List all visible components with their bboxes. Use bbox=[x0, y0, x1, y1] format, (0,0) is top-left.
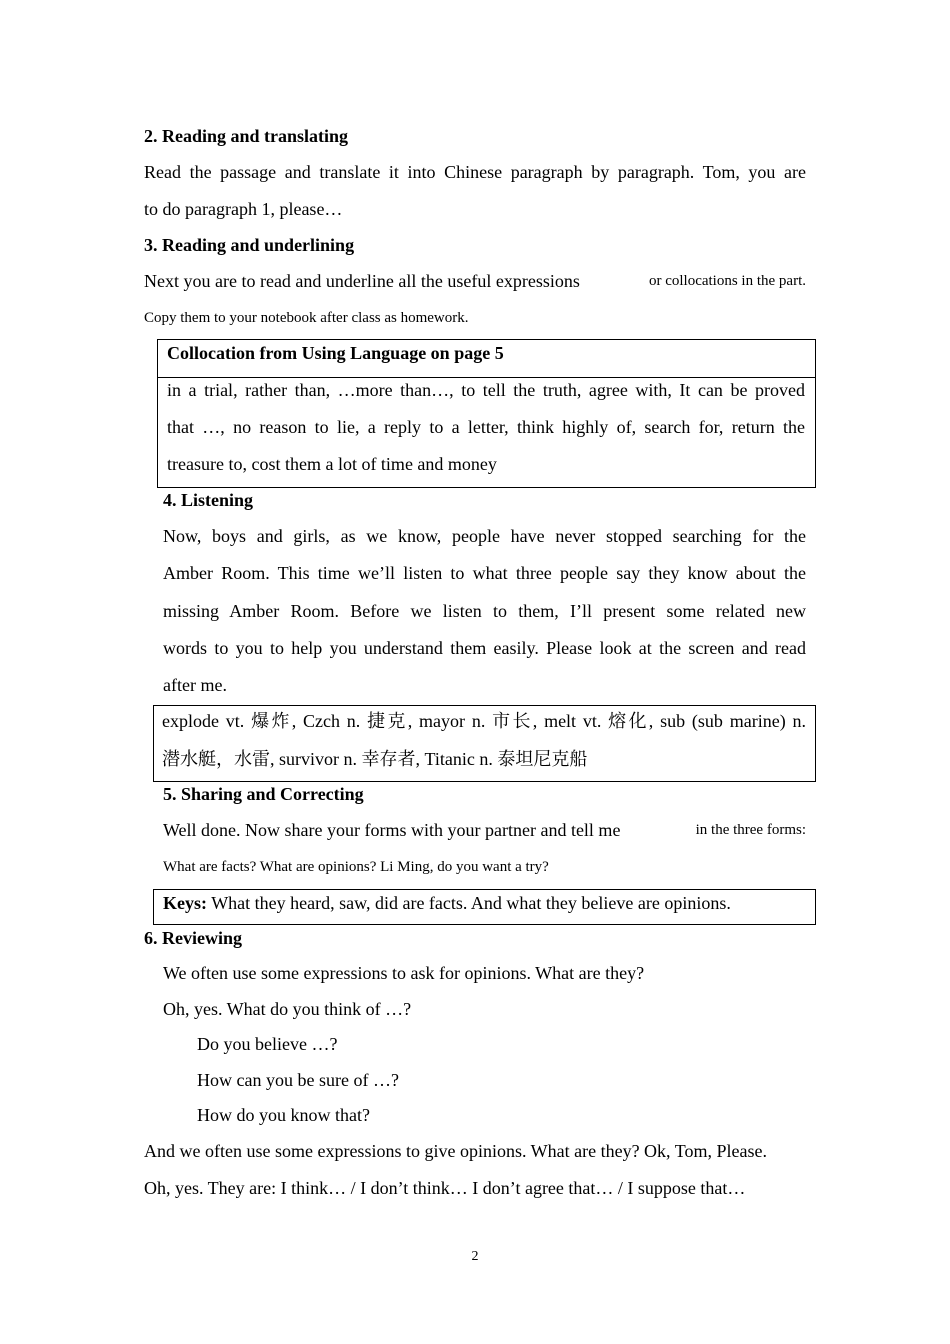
paragraph-line: Read the passage and translate it into Chinese paragraph by paragraph. Tom, you are bbox=[144, 162, 806, 182]
paragraph-text: Next you are to read and underline all the useful expressions bbox=[144, 271, 580, 291]
paragraph-line: And we often use some expressions to give opinions. What are they? Ok, Tom, Please. bbox=[144, 1141, 767, 1161]
paragraph-line bbox=[163, 812, 806, 849]
section-heading-sharing: 5. Sharing and Correcting bbox=[163, 784, 364, 804]
paragraph-text: Well done. Now share your forms with your partner and tell me bbox=[163, 820, 621, 840]
paragraph-line: How do you know that? bbox=[197, 1105, 370, 1125]
paragraph-line: Oh, yes. They are: I think… / I don’t think… I don’t agree that… / I suppose that… bbox=[144, 1178, 746, 1198]
paragraph-line: We often use some expressions to ask for opinions. What are they? bbox=[163, 963, 645, 983]
page-number: 2 bbox=[471, 1249, 479, 1264]
vocabulary-line: 潜水艇，水雷, survivor n. 幸存者, Titanic n. 泰坦尼克船 bbox=[162, 749, 588, 769]
paragraph-line bbox=[144, 263, 806, 300]
paragraph-line: Copy them to your notebook after class as homework. bbox=[144, 310, 469, 326]
paragraph-line: after me. bbox=[163, 675, 227, 695]
collocation-line: that …, no reason to lie, a reply to a letter, think highly of, search for, return the bbox=[167, 417, 805, 437]
section-heading-listening: 4. Listening bbox=[163, 490, 254, 510]
paragraph-text-small: or collocations in the part. bbox=[648, 273, 806, 289]
keys-label: Keys: bbox=[163, 893, 207, 913]
section-heading-reading-underlining: 3. Reading and underlining bbox=[144, 235, 355, 255]
paragraph-line: Oh, yes. What do you think of …? bbox=[163, 999, 412, 1019]
paragraph-text-small: in the three forms: bbox=[695, 822, 806, 838]
paragraph-line: Now, boys and girls, as we know, people have never stopped searching for the bbox=[163, 526, 806, 546]
collocation-box-title: Collocation from Using Language on page 5 bbox=[167, 343, 504, 363]
paragraph-line: to do paragraph 1, please… bbox=[144, 199, 343, 219]
collocation-line: treasure to, cost them a lot of time and money bbox=[167, 454, 497, 474]
paragraph-line: words to you to help you understand them easily. Please look at the screen and read bbox=[163, 638, 806, 658]
paragraph-line: Do you believe …? bbox=[197, 1034, 338, 1054]
section-heading-reviewing: 6. Reviewing bbox=[144, 928, 242, 948]
keys-line bbox=[163, 885, 731, 922]
vocabulary-line: explode vt. 爆炸, Czch n. 捷克, mayor n. 市长, melt vt. 熔化, sub (sub marine) n. bbox=[162, 711, 806, 731]
paragraph-line: How can you be sure of …? bbox=[197, 1070, 399, 1090]
paragraph-line: What are facts? What are opinions? Li Ming, do you want a try? bbox=[163, 859, 549, 875]
section-heading-reading-translating: 2. Reading and translating bbox=[144, 126, 349, 146]
keys-text: What they heard, saw, did are facts. And what they believe are opinions. bbox=[211, 893, 731, 913]
paragraph-line: Amber Room. This time we’ll listen to what three people say they know about the bbox=[163, 563, 806, 583]
collocation-line: in a trial, rather than, …more than…, to tell the truth, agree with, It can be proved bbox=[167, 380, 805, 400]
paragraph-line: missing Amber Room. Before we listen to them, I’ll present some related new bbox=[163, 601, 806, 621]
